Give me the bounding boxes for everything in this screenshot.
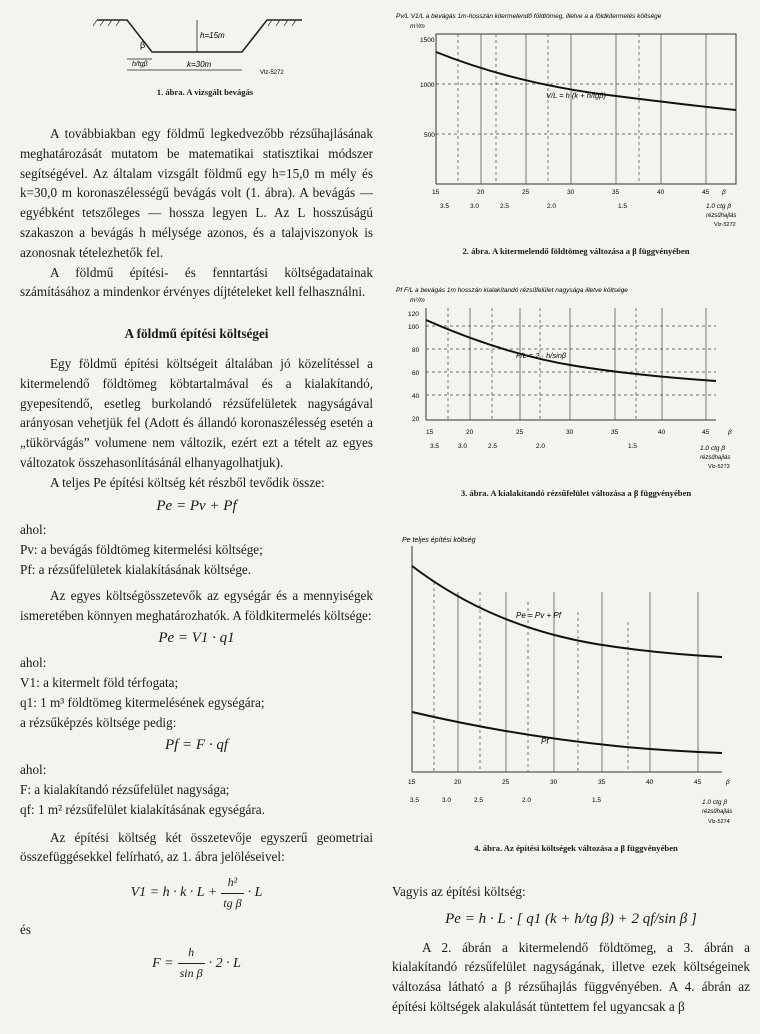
fig1-beta-label: β [140,40,146,50]
equation-5: F = $\frac{h}{\text{sin β}}$ · 2 · L [20,943,373,984]
fig3-ctg: 1.5 [628,443,638,450]
fig1-htg-label: h/tgβ [132,61,148,68]
fig4-ctg: 3.5 [410,797,420,804]
figure-3-chart [396,280,756,485]
fig3-beta: β [728,429,732,436]
fig3-ctg: 2.5 [488,443,498,450]
fig1-h-label: h=15m [200,31,225,40]
fig2-ctg: 3.0 [470,203,480,210]
figure-1-caption: 1. ábra. A vizsgált bevágás [156,87,254,97]
fig3-xtick: 20 [466,429,474,436]
fig3-ytick: 120 [408,311,419,318]
equation-2: Pe = V1 · q1 [158,630,235,647]
fig3-ytick: 40 [412,393,420,400]
fig2-rezsu: rézsűhajlás [706,213,737,219]
definition-f: F: a kialakítandó rézsűfelület nagysága; [20,781,230,797]
fig3-ctg: 3.0 [458,443,468,450]
fig4-label-pf: Pf [541,737,549,746]
fig2-xtick: 45 [702,189,710,196]
fig4-xtick: 45 [694,779,702,786]
vagyis-line: Vagyis az építési költség: [392,884,526,899]
fig2-xtick: 40 [657,189,665,196]
fig3-ctg: 3.5 [430,443,440,450]
es-word: és [20,921,31,937]
paragraph-7: Az építési költség két összetevője egyszerű geometriai összefüggésekkel felírható, az 1. ábra jelöléseivel: [20,829,373,865]
fig3-tag: Vlz-5273 [708,464,730,470]
definition-pf: Pf: a rézsűfelületek kialakításának költsége. [20,561,252,577]
fig2-ctg: 2.0 [547,203,557,210]
fig2-ytick-500: 500 [424,132,435,139]
figure-2-caption: 2. ábra. A kitermelendő földtömeg változása a β függvényében [462,246,690,256]
fig2-xtick: 30 [567,189,575,196]
fig3-xtick: 40 [658,429,666,436]
fig4-curve-pe [412,566,722,657]
fig4-ctg: 3.0 [442,797,452,804]
fig4-ctg: 2.0 [522,797,532,804]
figure-2-chart [396,4,756,236]
figure-1-cross-section [92,4,312,84]
fig4-xtick: 25 [502,779,510,786]
fig4-label-pe: Pe = Pv + Pf [516,611,561,620]
figure-4-chart [396,532,756,832]
definition-q1: q1: 1 m³ földtömeg kitermelésének egységára; [20,694,265,710]
fig3-xtick: 30 [566,429,574,436]
fig3-xtick: 25 [516,429,524,436]
fig3-ytick: 80 [412,347,420,354]
fig3-ctg: 2.0 [536,443,546,450]
fig2-xtick: 25 [522,189,530,196]
fig2-beta: β [722,189,726,196]
fig1-k-label: k=30m [187,60,212,69]
fig2-header: Pv/L V1/L a bevágás 1m-hosszán kitermelendő földtömeg, illetve a a földkitermelés költsége [396,13,662,20]
fig1-tag: Vlz-5272 [260,70,284,76]
fig2-curve-label: V/L = h (k + h/tgβ) [546,91,607,100]
fig4-xtick: 30 [550,779,558,786]
section-heading: A földmű építési költségei [124,326,269,342]
fig2-tag: Vlz-5272 [714,222,736,228]
definition-qf: qf: 1 m² rézsűfelület kialakításának egységára. [20,801,265,817]
ahol-2: ahol: [20,655,47,671]
figure-3-caption: 3. ábra. A kialakítandó rézsűfelület változása a β függvényében [460,488,692,498]
paragraph-8: A 2. ábrán a kitermelendő földtömeg, a 3. ábrán a kialakítandó rézsűfelület nagyságának, illetve ezek költségeinek változása látható a β rézsűhajlás függvényében. A 4. ábrán az építési költségek alakulását tüntettem fel ugyancsak a β [392,939,750,1014]
fig4-header: Pe teljes építési költség [402,537,476,544]
fig3-rezsu: rézsűhajlás [700,455,731,461]
fig3-ytick: 60 [412,370,420,377]
left-column [20,124,373,988]
fig4-tag: Vlz-5274 [708,819,730,825]
fig3-curve-label: F/L = 2 · h/sinβ [516,351,567,360]
equation-6: Pe = h · L · [ q1 (k + h/tg β) + 2 qf/sin β ] [445,910,697,927]
fig2-xtick: 20 [477,189,485,196]
equation-1: Pe = Pv + Pf [156,497,237,514]
fig4-xtick: 40 [646,779,654,786]
fig3-xtick: 45 [702,429,710,436]
fig3-ytick: 20 [412,416,420,423]
fig4-ctg-label: 1.0 ctg β [702,799,728,806]
fig3-units: m²/m [410,297,425,304]
fig2-ytick-1500: 1500 [420,37,435,44]
fig4-xtick: 15 [408,779,416,786]
right-column [392,882,750,1017]
equation-3: Pf = F · qf [164,737,229,754]
fig2-ctg: 1.5 [618,203,628,210]
fig2-ytick-1000: 1000 [420,82,435,89]
paragraph-3: Egy földmű építési költségeit általában jó közelítéssel a kitermelendő földtömeg köbtartalmával és a kialakítandó, gyepesítendő, esetleg burkolandó rézsűfelületek nagyságával arányosan vehetjük fel (Adott és állandó koronaszélesség esetén a „tükörvágás” volumene nem változik, ezért ezt a tételt az egyes változatok összehasonlításánál elhanyagolhatjuk). [20,355,373,470]
fig2-ctg: 2.5 [500,203,510,210]
fig4-rezsu: rézsűhajlás [702,809,733,815]
paragraph-6: a rézsűképzés költsége pedig: [20,714,177,730]
fig2-ctg: 3.5 [440,203,450,210]
ahol-1: ahol: [20,522,47,538]
fig4-xtick: 20 [454,779,462,786]
fig3-ytick: 100 [408,324,419,331]
fig2-ctg-label: 1.0 ctg β [706,203,732,210]
fig4-xtick: 35 [598,779,606,786]
definition-v1: V1: a kitermelt föld térfogata; [20,674,179,690]
fig3-ctg-label: 1.0 ctg β [700,445,726,452]
paragraph-1: A továbbiakban egy földmű legkedvezőbb rézsűhajlásának meghatározását mutatom be matematikai statisztikai módszer segítségével. Az általam vizsgált földmű egy h=15,0 m mély és k=30,0 m koronaszélességű bevágás volt (1. ábra). A bevágás — egyébként tetszőleges — hossza legyen L. Az L hosszúságú szakaszon a bevágás h mélysége azonos, és a talajviszonyok is azonosnak tételezhetők fel. [20,126,373,260]
figure-4-caption: 4. ábra. Az építési költségek változása a β függvényében [474,843,678,853]
fig2-xtick: 35 [612,189,620,196]
equation-4: V1 = h · k · L + $\frac{\text{h²}}{\text{tg β}}$ · L [20,873,373,914]
fig4-ctg: 2.5 [474,797,484,804]
fig3-xtick: 35 [611,429,619,436]
paragraph-5: Az egyes költségösszetevők az egységár és a mennyiségek ismeretében könnyen meghatározhatók. A földkitermelés költsége: [20,587,373,623]
paragraph-2: A földmű építési- és fenntartási költségadatainak számításához a mindenkor érvényes díjtételeket kell felhasználni. [20,264,373,300]
fig4-curve-pf [412,712,722,753]
fig4-beta: β [726,779,730,786]
fig2-xtick: 15 [432,189,440,196]
fig4-ctg: 1.5 [592,797,602,804]
fig2-units: m³/m [410,23,425,30]
paragraph-4: A teljes Pe építési költség két részből tevődik össze: [50,474,325,490]
ahol-3: ahol: [20,762,47,778]
definition-pv: Pv: a bevágás földtömeg kitermelési költsége; [20,542,263,558]
fig3-xtick: 15 [426,429,434,436]
fig3-header: Pf F/L a bevágás 1m hosszán kialakítandó rézsűfelület nagysága illetve költsége [396,287,628,294]
